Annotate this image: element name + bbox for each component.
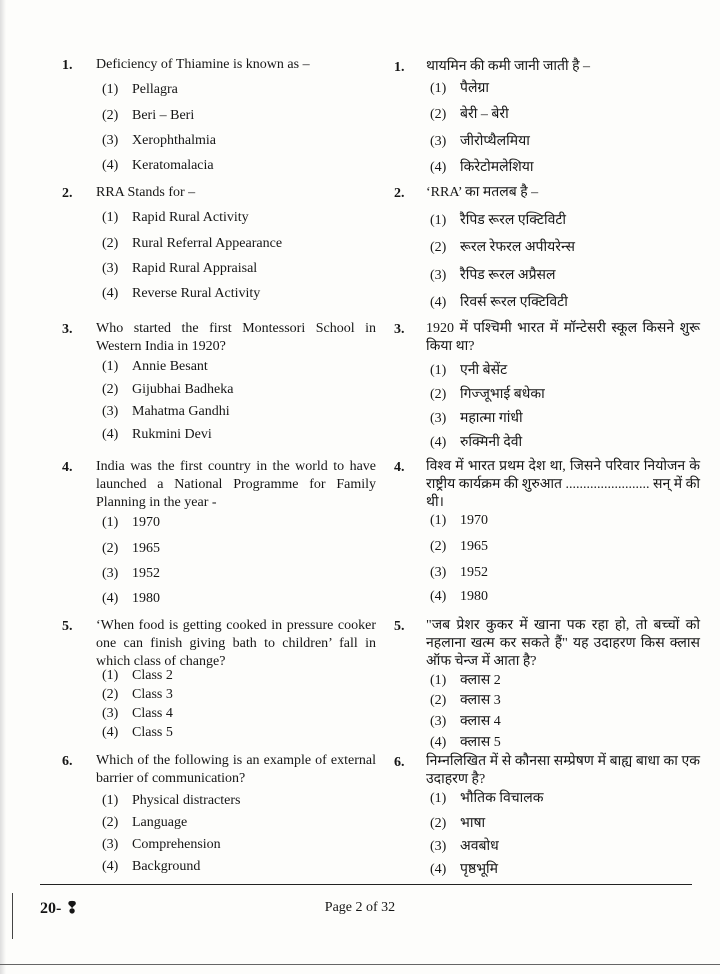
question-number: 4. [394, 460, 405, 475]
option-1: (1) रैपिड रूरल एक्टिविटी [430, 213, 567, 228]
paper-code: 20- ❢ [40, 900, 79, 917]
question-text: 1920 में पश्चिमी भारत में मॉन्टेसरी स्कूल किसने शुरू किया था? [426, 321, 700, 354]
option-2: (2) भाषा [430, 816, 486, 831]
option-2: (2) Rural Referral Appearance [102, 236, 283, 251]
question-number: 6. [62, 754, 73, 769]
option-3: (3) क्लास 4 [430, 714, 501, 729]
question-text: Deficiency of Thiamine is known as – [96, 57, 310, 72]
question-text: ‘When food is getting cooked in pressure cooker one can finish giving bath to children’ fall in which class of change? [96, 618, 376, 669]
bottom-edge-line [0, 964, 720, 965]
option-4: (4) रिवर्स रूरल एक्टिविटी [430, 295, 568, 310]
question-text: Which of the following is an example of external barrier of communication? [96, 753, 376, 786]
option-1: (1) एनी बेसेंट [430, 363, 508, 378]
question-number: 6. [394, 755, 405, 770]
option-2: (2) 1965 [102, 541, 160, 556]
option-1: (1) Annie Besant [102, 359, 208, 374]
option-4: (4) Background [102, 859, 201, 874]
option-3: (3) 1952 [430, 565, 488, 580]
option-2: (2) क्लास 3 [430, 693, 501, 708]
option-3: (3) Class 4 [102, 706, 173, 721]
option-2: (2) Language [102, 815, 188, 830]
option-2: (2) रूरल रेफरल अपीयरेन्स [430, 240, 575, 255]
option-4: (4) रुक्मिनी देवी [430, 435, 523, 450]
option-1: (1) Class 2 [102, 668, 173, 683]
question-text: ‘RRA’ का मतलब है – [426, 185, 539, 200]
option-1: (1) 1970 [102, 515, 160, 530]
option-4: (4) Rukmini Devi [102, 427, 212, 442]
option-1: (1) Physical distracters [102, 793, 241, 808]
option-4: (4) Reverse Rural Activity [102, 286, 261, 301]
option-2: (2) Beri – Beri [102, 108, 195, 123]
option-1: (1) भौतिक विचालक [430, 791, 544, 806]
question-number: 5. [62, 619, 73, 634]
option-1: (1) 1970 [430, 513, 488, 528]
option-1: (1) पैलेग्रा [430, 81, 489, 96]
option-4: (4) Class 5 [102, 725, 173, 740]
option-3: (3) Mahatma Gandhi [102, 404, 230, 419]
question-number: 5. [394, 619, 405, 634]
question-text: "जब प्रेशर कुकर में खाना पक रहा हो, तो बच्चों को नहलाना खत्म कर सकते हैं" यह उदाहरण किस क्लास ऑफ चेन्ज में आता है? [426, 618, 700, 669]
option-2: (2) 1965 [430, 539, 488, 554]
question-number: 1. [62, 58, 73, 73]
question-number: 2. [394, 186, 405, 201]
question-number: 2. [62, 186, 73, 201]
question-text: विश्व में भारत प्रथम देश था, जिसने परिवार नियोजन के राष्ट्रीय कार्यक्रम की शुरुआत ........................ सन् में की थी। [426, 459, 700, 510]
option-4: (4) Keratomalacia [102, 158, 214, 173]
option-1: (1) Pellagra [102, 82, 178, 97]
option-1: (1) क्लास 2 [430, 673, 501, 688]
option-4: (4) 1980 [430, 589, 488, 604]
question-text: RRA Stands for – [96, 185, 196, 200]
footer-divider [40, 884, 692, 885]
option-4: (4) 1980 [102, 591, 160, 606]
question-number: 4. [62, 460, 73, 475]
question-text: Who started the first Montessori School in Western India in 1920? [96, 321, 376, 354]
option-2: (2) गिज्जूभाई बधेका [430, 387, 545, 402]
option-4: (4) पृष्ठभूमि [430, 862, 499, 877]
option-4: (4) क्लास 5 [430, 735, 501, 750]
page-number: Page 2 of 32 [324, 900, 396, 915]
question-number: 3. [62, 322, 73, 337]
option-3: (3) महात्मा गांधी [430, 411, 523, 426]
option-3: (3) Rapid Rural Appraisal [102, 261, 258, 276]
option-4: (4) किरेटोमलेशिया [430, 160, 534, 175]
option-3: (3) Comprehension [102, 837, 221, 852]
question-text: निम्नलिखित में से कौनसा सम्प्रेषण में बाह्य बाधा का एक उदाहरण है? [426, 754, 700, 787]
option-2: (2) Gijubhai Badheka [102, 382, 234, 397]
question-number: 1. [394, 60, 405, 75]
option-1: (1) Rapid Rural Activity [102, 210, 249, 225]
option-3: (3) 1952 [102, 566, 160, 581]
option-3: (3) अवबोध [430, 839, 499, 854]
question-text: थायमिन की कमी जानी जाती है – [426, 59, 591, 74]
option-2: (2) बेरी – बेरी [430, 107, 509, 122]
question-number: 3. [394, 322, 405, 337]
option-3: (3) जीरोप्थैलमिया [430, 134, 530, 149]
option-3: (3) रैपिड रूरल अप्रैसल [430, 268, 556, 283]
option-3: (3) Xerophthalmia [102, 133, 216, 148]
question-text: India was the first country in the world to have launched a National Programme for Family Planning in the year - [96, 459, 376, 510]
scan-edge-shadow [0, 0, 6, 974]
option-2: (2) Class 3 [102, 687, 173, 702]
